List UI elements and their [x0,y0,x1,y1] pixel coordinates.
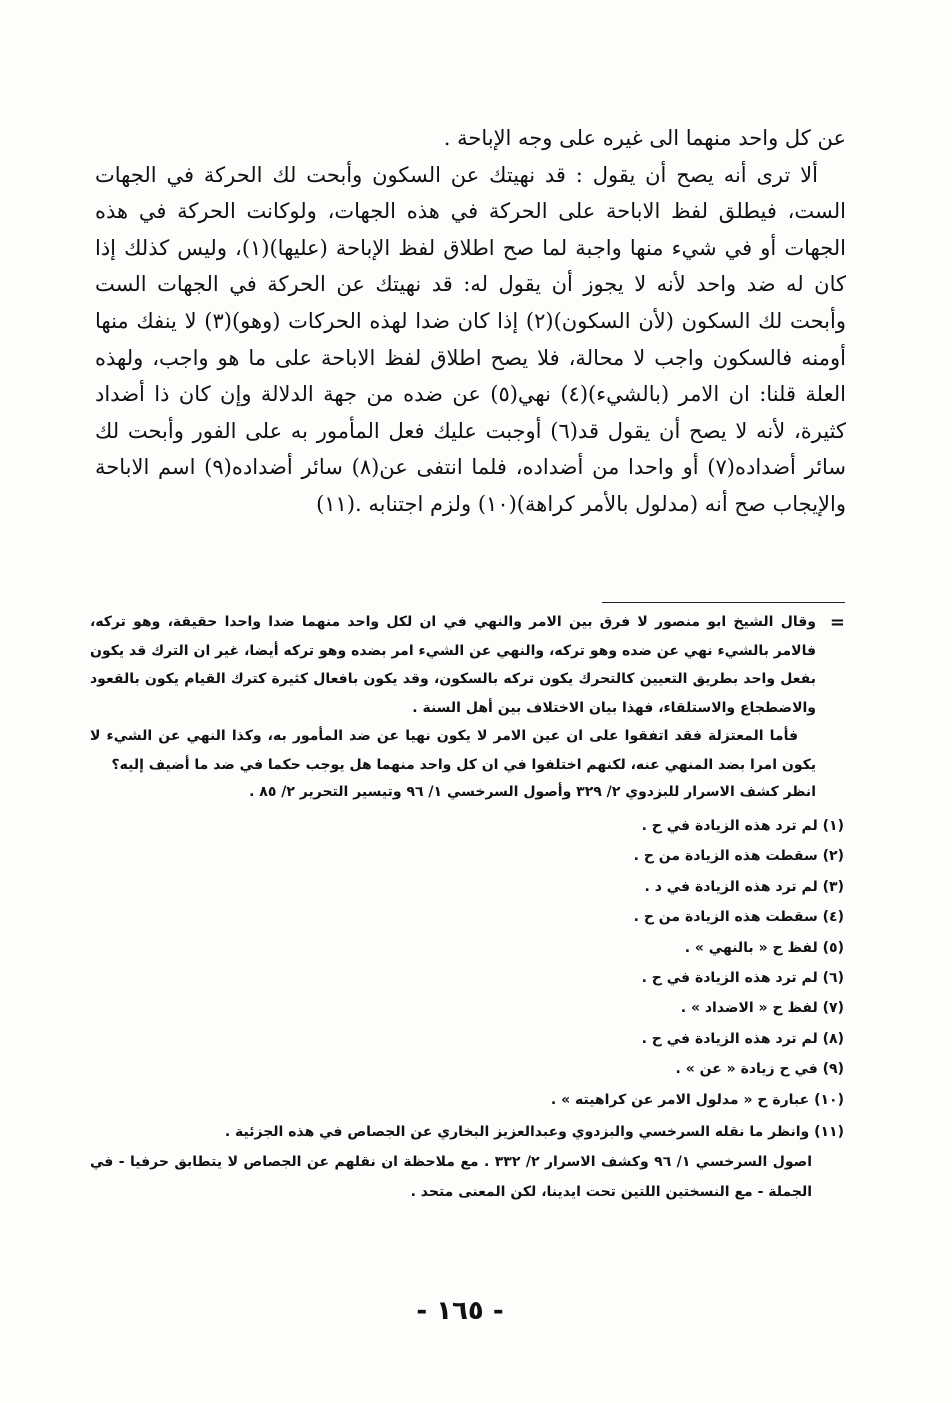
footnote-item: (٨) لم ترد هذه الزيادة في ح . [641,1030,844,1047]
footnote-continued-text-2: فأما المعتزلة فقد اتفقوا على ان عين الامر لا يكون نهيا عن ضد المأمور به، وكذا النهي عن الشيء لا يكون امرا بضد المنهي عنه، لكنهم اختلفوا في ان كل واحد منهما هل يوجب حكما في ضد ما أضيف إليه؟ [90,728,816,773]
footnote-item: (٣) لم ترد هذه الزيادة في د . [644,878,844,895]
footnote-item: (٤) سقطت هذه الزيادة من ح . [633,909,844,926]
footnote-list [90,811,844,1115]
footnote-item: (٥) لفظ ح « بالنهي » . [684,939,844,956]
footnote-item: (٩) في ح زيادة « عن » . [675,1061,844,1078]
footnote-item-11 [90,1117,844,1207]
continuation-mark: = [829,612,845,633]
footnote-separator [602,602,845,603]
footnotes-section [90,608,844,1207]
footnote-item: (١) لم ترد هذه الزيادة في ح . [641,818,844,834]
footnote-item: (١٠) عبارة ح « مدلول الامر عن كراهيته » . [550,1091,844,1108]
footnote-item: (٧) لفظ ح « الاضداد » . [680,1000,844,1017]
paragraph-opening: عن كل واحد منهما الى غيره على وجه الإباحة . [443,126,846,150]
footnote-11-continuation: اصول السرخسي ١/ ٩٦ وكشف الاسرار ٢/ ٣٣٢ . مع ملاحظة ان نقلهم عن الجصاص لا يتطابق حرفيا - في الجملة - مع النسختين اللتين تحت ايدينا، لكن المعنى متحد . [90,1154,812,1201]
footnote-continued-text: وقال الشيخ ابو منصور لا فرق بين الامر والنهي في ان لكل واحد منهما ضدا واحدا حقيقة، وهو تركه، فالامر بالشيء نهي عن ضده وهو تركه، والنهي عن الشيء امر بضده وهو تركه أيضا، غير ان الترك قد يكون بفعل واحد بطريق التعيين كالتحرك يكون تركه بالسكون، وقد يكون بافعال كثيرة كترك القيام يكون بالقعود والاضطجاع والاستلقاء، فهذا بيان الاختلاف بين أهل السنة . [90,614,816,716]
footnote-reference: انظر كشف الاسرار للبزدوي ٢/ ٣٢٩ وأصول السرخسي ١/ ٩٦ وتيسير التحرير ٢/ ٨٥ . [249,784,816,800]
page-number: - ١٦٥ - [416,1296,504,1326]
footnote-item: (٦) لم ترد هذه الزيادة في ح . [641,970,844,987]
footnote-11-line: (١١) وانظر ما نقله السرخسي والبزدوي وعبدالعزيز البخاري عن الجصاص في هذه الجزئية . [224,1124,844,1141]
footnote-item: (٢) سقطت هذه الزيادة من ح . [633,848,844,865]
main-text [95,120,846,523]
paragraph-body: ألا ترى أنه يصح أن يقول : قد نهيتك عن السكون وأبحت لك الحركة في الجهات الست، فيطلق لفظ الاباحة على الحركة في هذه الجهات، ولوكانت الحركة في هذه الجهات أو في شيء منها واجبة لما صح اطلاق لفظ الإباحة (عليها)(١)، وليس كذلك إذا كان له ضد واحد لأنه لا يجوز أن يقول له: قد نهيتك عن الحركة في الجهات الست وأبحت لك السكون (لأن السكون)(٢) إذا كان ضدا لهذه الحركات (وهو)(٣) لا ينفك منها أومنه فالسكون واجب لا محالة، فلا يصح اطلاق لفظ الاباحة على ما هو واجب، ولهذه العلة قلنا: ان الامر (بالشيء)(٤) نهي(٥) عن ضده من جهة الدلالة وإن كان ذا أضداد كثيرة، لأنه لا يصح أن يقول قد(٦) أوجبت عليك فعل المأمور به على الفور وأبحت لك سائر أضداده(٧) أو واحدا من أضداده، فلما انتفى عن(٨) سائر أضداده(٩) اسم الاباحة والإيجاب صح أنه (مدلول بالأمر كراهة)(١٠) ولزم اجتنابه .(١١) [95,162,847,516]
